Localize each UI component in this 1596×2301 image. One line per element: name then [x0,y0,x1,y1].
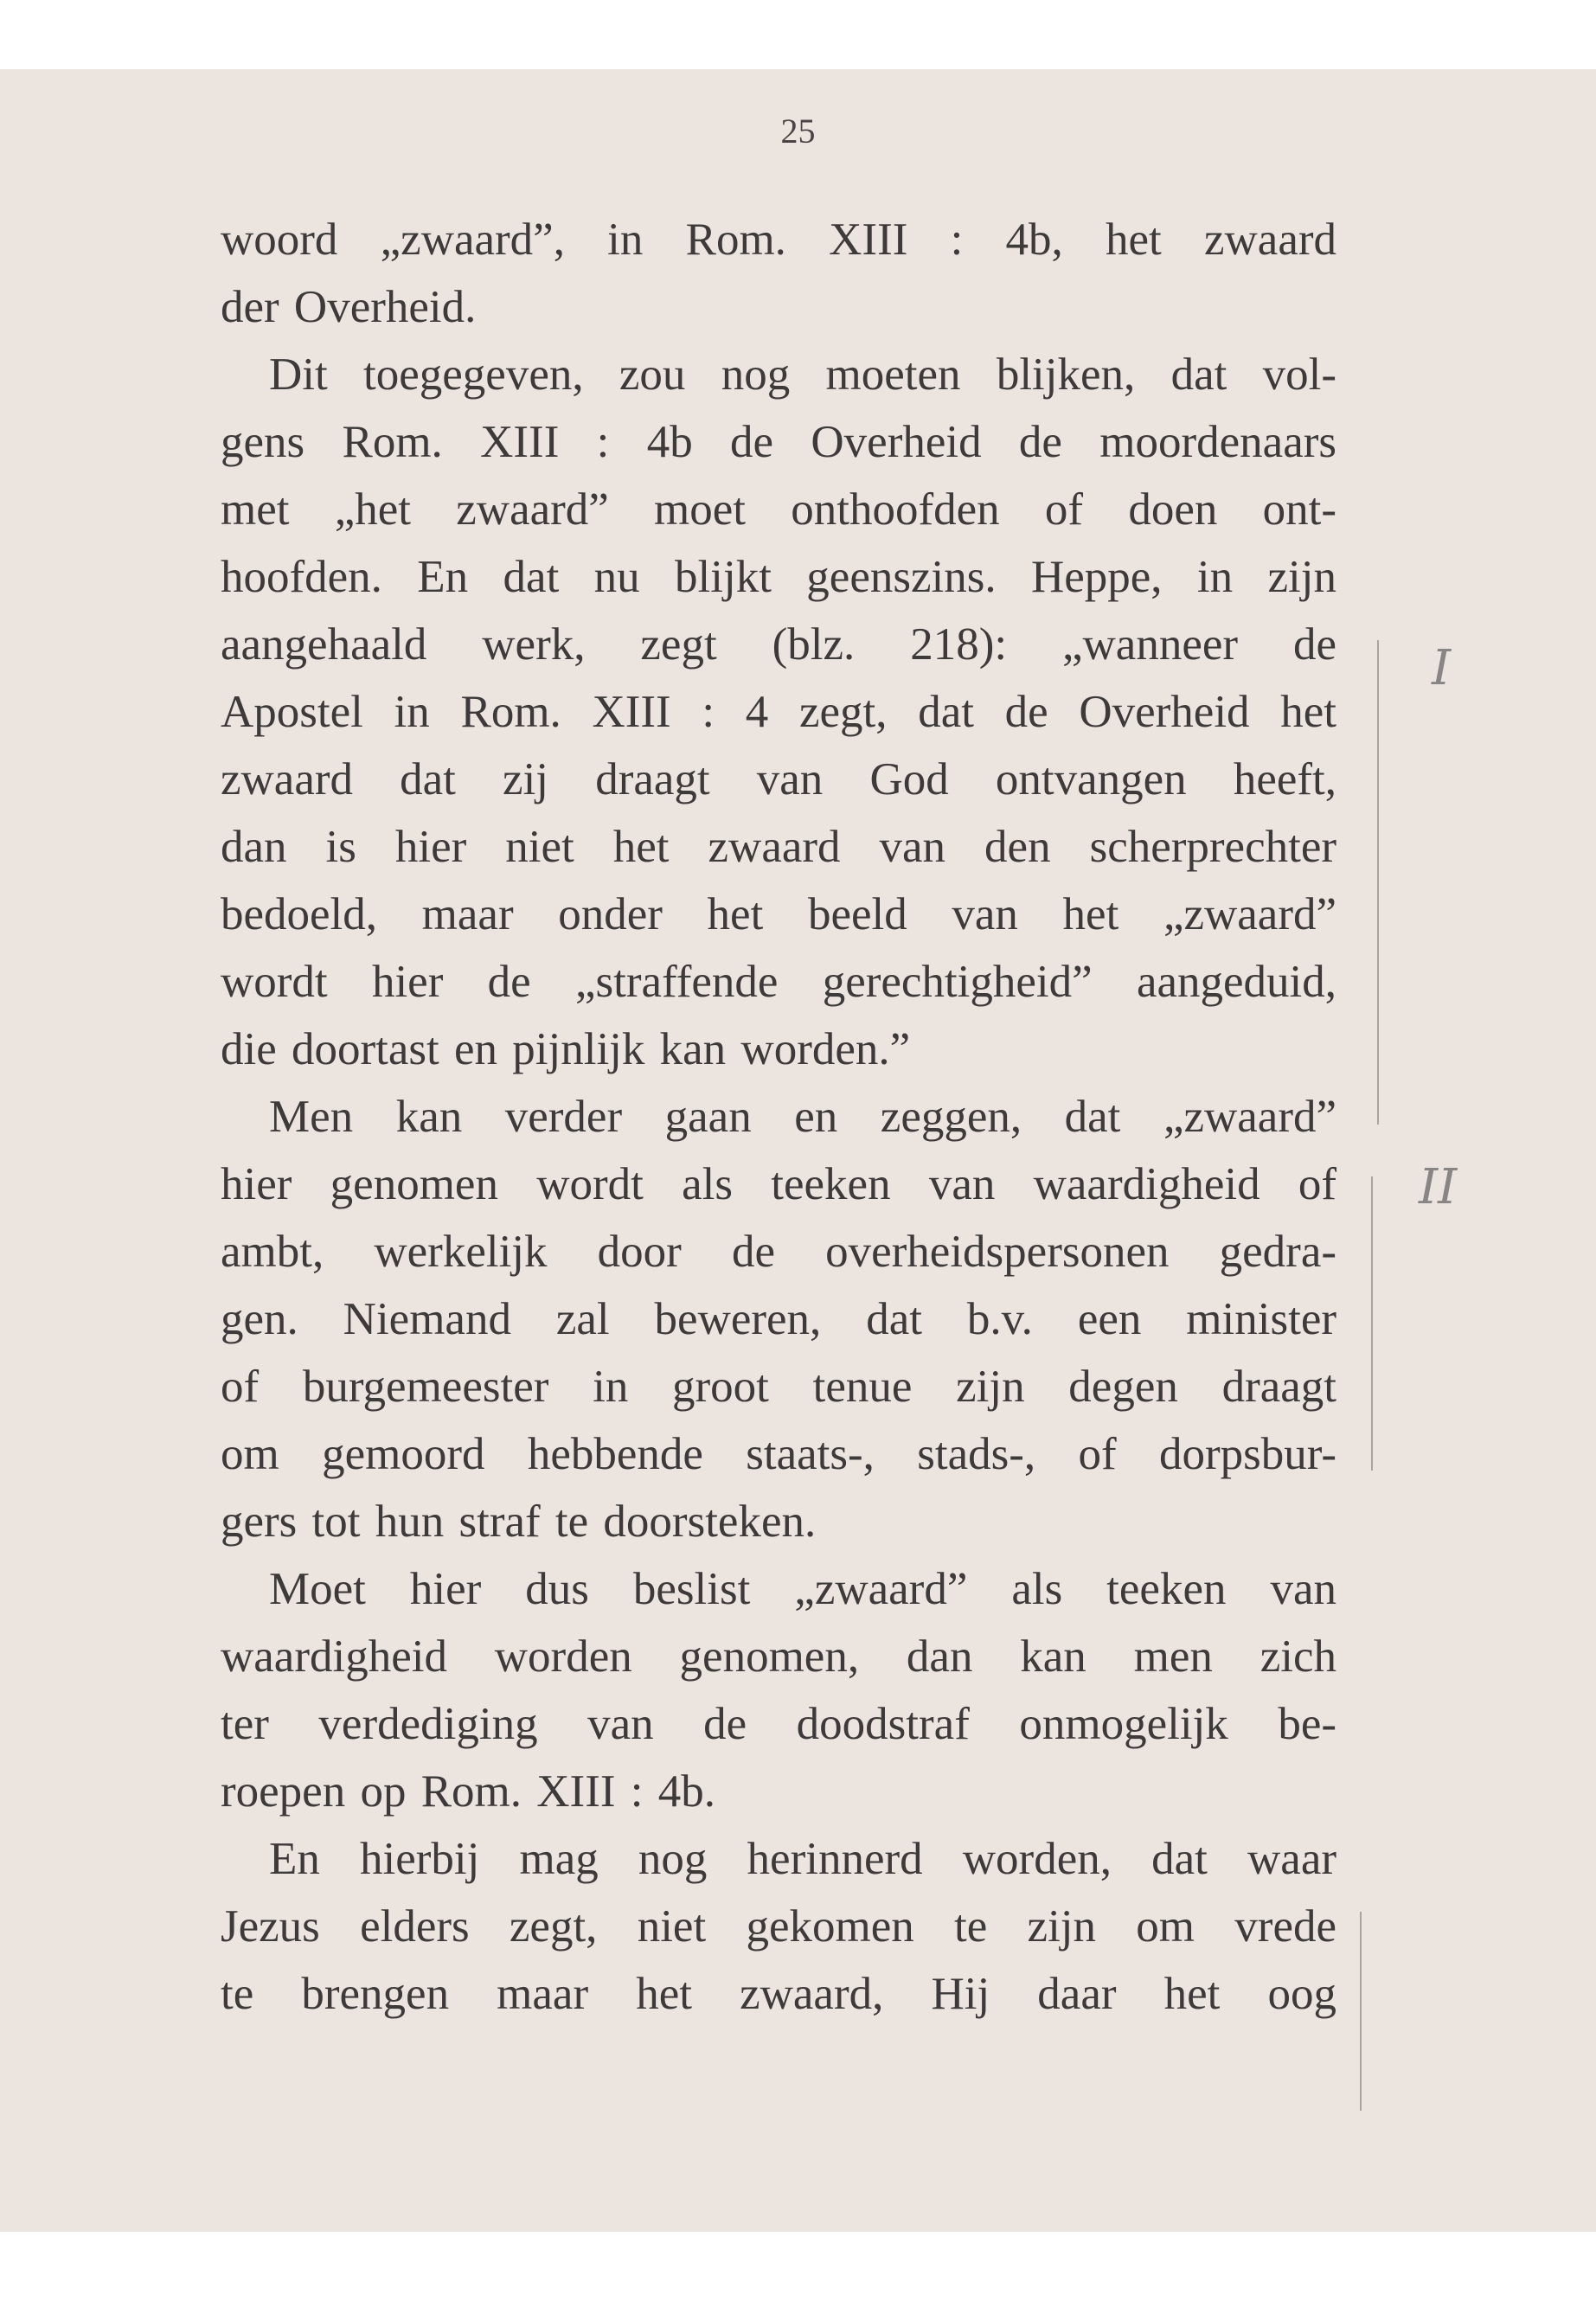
text-line: Men kan verder gaan en zeggen, dat „zwaard” [269,1092,1336,1142]
text-line: Moet hier dus beslist „zwaard” als teeken van [269,1564,1336,1614]
text-line: bedoeld, maar onder het beeld van het „zwaard” [221,889,1336,939]
text-line: En hierbij mag nog herinnerd worden, dat waar [269,1834,1336,1884]
text-line: roepen op Rom. XIII : 4b. [221,1766,715,1817]
text-line: aangehaald werk, zegt (blz. 218): „wanneer de [221,619,1336,670]
margin-pencil-line [1360,1912,1362,2111]
margin-note-roman-two: II [1419,1159,1458,1215]
text-line: hier genomen wordt als teeken van waardigheid of [221,1159,1336,1209]
text-line: ambt, werkelijk door de overheidspersonen gedra- [221,1227,1336,1277]
text-line: met „het zwaard” moet onthoofden of doen ont- [221,484,1336,535]
text-line: die doortast en pijnlijk kan worden.” [221,1024,911,1074]
margin-pencil-line [1377,640,1379,1125]
body-text [221,206,1336,2028]
text-line: der Overheid. [221,282,477,332]
text-line: wordt hier de „straffende gerechtigheid” aangeduid, [221,957,1336,1007]
page-number: 25 [780,112,816,151]
text-line: zwaard dat zij draagt van God ontvangen heeft, [221,754,1336,804]
text-line: Apostel in Rom. XIII : 4 zegt, dat de Overheid het [221,687,1336,737]
text-line: om gemoord hebbende staats-, stads-, of dorpsbur- [221,1429,1336,1479]
text-line: waardigheid worden genomen, dan kan men zich [221,1631,1336,1682]
text-line: hoofden. En dat nu blijkt geenszins. Heppe, in zijn [221,552,1336,602]
text-line: gers tot hun straf te doorsteken. [221,1497,817,1547]
text-line: ter verdediging van de doodstraf onmogelijk be- [221,1699,1336,1749]
margin-note-roman-one: I [1432,640,1452,696]
margin-pencil-line [1371,1176,1373,1471]
text-line: gen. Niemand zal beweren, dat b.v. een minister [221,1294,1336,1344]
text-line: dan is hier niet het zwaard van den scherprechter [221,822,1336,872]
text-line: gens Rom. XIII : 4b de Overheid de moordenaars [221,417,1336,467]
text-line: Jezus elders zegt, niet gekomen te zijn om vrede [221,1901,1336,1952]
text-line: te brengen maar het zwaard, Hij daar het oog [221,1969,1336,2019]
text-line: of burgemeester in groot tenue zijn degen draagt [221,1362,1336,1412]
text-line: Dit toegegeven, zou nog moeten blijken, dat vol- [269,349,1336,400]
text-line: woord „zwaard”, in Rom. XIII : 4b, het zwaard [221,215,1336,265]
